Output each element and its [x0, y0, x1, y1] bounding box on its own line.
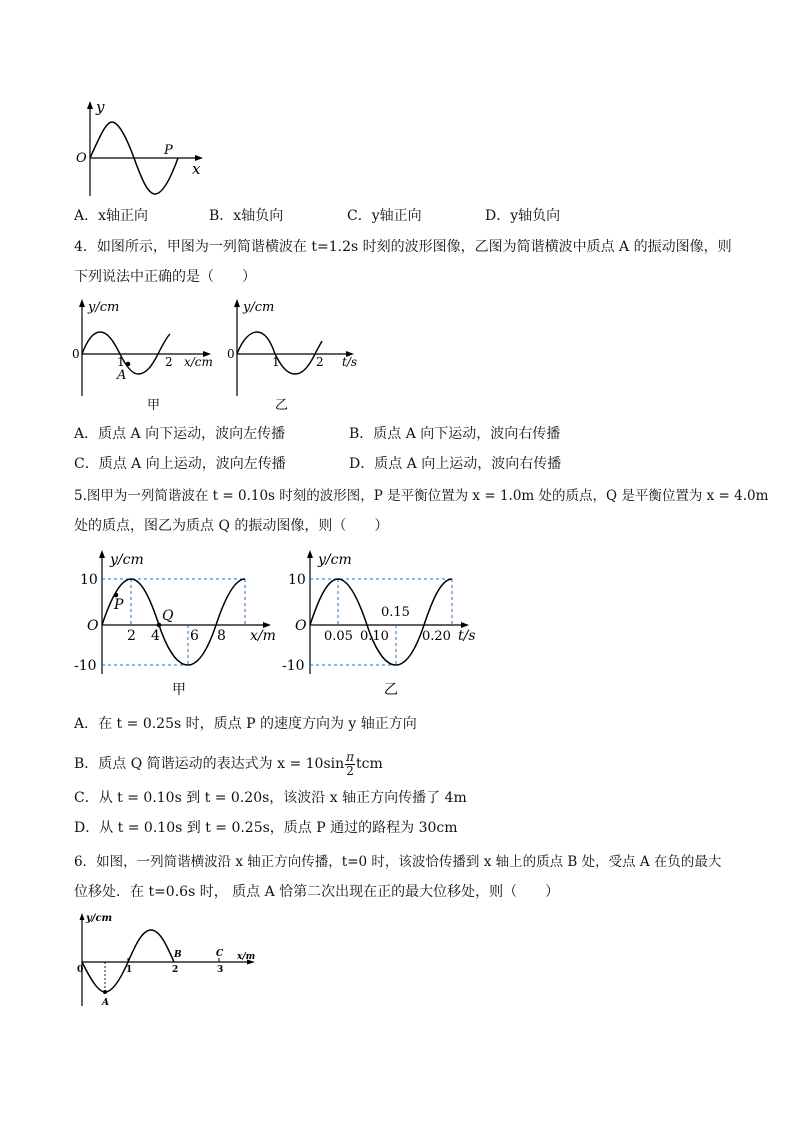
q6-tick-2-label: 2	[172, 965, 179, 975]
q3-option-b-text: x轴负向	[233, 208, 284, 224]
q5-stem-line2: 处的质点，图乙为质点 Q 的振动图像，则（ ）	[74, 518, 389, 534]
q4-yi-caption: 乙	[275, 398, 289, 413]
q5-jia-y-top: 10	[80, 572, 98, 588]
q5-jia-caption: 甲	[172, 682, 186, 698]
q5-jia-y-label: y/cm	[110, 552, 144, 568]
q3-point-p-label: P	[164, 143, 173, 158]
q4-yi-y-label: y/cm	[243, 300, 275, 315]
q5-jia-point-q-label: Q	[162, 608, 174, 624]
q4-yi-tick-2: 2	[316, 355, 324, 369]
q4-option-d[interactable]: D．质点 A 向上运动，波向右传播	[349, 456, 562, 472]
q6-stem-line1: 6．如图，一列简谐横波沿 x 轴正方向传播，t=0 时，该波恰传播到 x 轴上的质点 B 处，受点 A 在负的最大	[74, 854, 722, 870]
q5-yi-tick-005: 0.05	[324, 629, 353, 644]
q3-option-a-key: A．	[74, 208, 99, 224]
q3-origin-label: O	[76, 151, 87, 166]
q5-option-c[interactable]: C．从 t = 0.10s 到 t = 0.20s，该波沿 x 轴正方向传播了 4m	[74, 790, 467, 806]
q3-y-arrow	[87, 101, 93, 109]
q5-stem-line1: 5.图甲为一列简谐波在 t = 0.10s 时刻的波形图，P 是平衡位置为 x = 1.0m 处的质点，Q 是平衡位置为 x = 4.0m	[74, 488, 769, 504]
q6-wave-curve	[82, 930, 174, 992]
q5-option-b-numerator: π	[346, 749, 355, 764]
q6-tick-3-label: 3	[217, 965, 224, 975]
q5-option-b-denominator: 2	[346, 763, 354, 778]
q6-x-label: x/m	[237, 952, 256, 962]
q6-tick-1-label: 1	[126, 965, 133, 975]
q5-jia-tick-4: 4	[151, 628, 160, 644]
q5-yi-x-label: t/s	[458, 628, 476, 644]
q4-jia-y-label: y/cm	[88, 300, 120, 315]
q5-jia-wave-curve	[102, 579, 245, 665]
q3-y-label: y	[96, 98, 105, 116]
q5-option-d[interactable]: D．从 t = 0.10s 到 t = 0.25s，质点 P 通过的路程为 30cm	[74, 820, 458, 836]
q6-point-a	[103, 990, 107, 994]
q4-jia-point-a	[126, 362, 131, 367]
q5-yi-y-arrow	[307, 550, 313, 558]
q5-figure-yi	[280, 546, 480, 702]
q4-jia-zero: 0	[72, 347, 80, 361]
q5-yi-tick-015: 0.15	[381, 605, 410, 620]
q4-jia-tick-2: 2	[165, 355, 173, 369]
q5-option-a[interactable]: A．在 t = 0.25s 时，质点 P 的速度方向为 y 轴正方向	[74, 716, 417, 732]
q5-jia-y-arrow	[99, 550, 105, 558]
q5-jia-point-q	[157, 623, 162, 628]
q3-option-d[interactable]	[485, 206, 560, 226]
q4-option-a[interactable]: A．质点 A 向下运动，波向左传播	[74, 426, 286, 442]
q5-jia-point-p-label: P	[114, 597, 124, 613]
q5-option-b[interactable]	[74, 748, 383, 780]
q6-point-b-label: B	[174, 950, 182, 960]
q4-jia-x-label: x/cm	[184, 355, 213, 369]
q3-x-label: x	[192, 160, 201, 178]
q4-jia-point-a-label: A	[117, 368, 127, 383]
q4-option-c[interactable]: C．质点 A 向上运动，波向左传播	[74, 456, 286, 472]
q4-jia-y-arrow	[79, 299, 85, 307]
q3-option-a[interactable]	[74, 206, 148, 226]
q4-figure-yi	[225, 296, 365, 416]
q6-stem-line2: 位移处．在 t=0.6s 时， 质点 A 恰第二次出现在正的最大位移处，则（ ）	[74, 884, 560, 900]
q6-wave-figure	[70, 908, 260, 1012]
q5-yi-y-bottom: -10	[282, 658, 305, 674]
q5-option-b-suffix: tcm	[356, 756, 383, 772]
q5-yi-y-top: 10	[288, 572, 306, 588]
q6-y-label: y/cm	[86, 913, 113, 924]
q5-yi-tick-020: 0.20	[422, 629, 451, 644]
q5-option-b-prefix: B．质点 Q 简谐运动的表达式为 x = 10sin	[74, 756, 345, 772]
q5-yi-origin: O	[295, 618, 307, 634]
q4-yi-y-arrow	[234, 299, 240, 307]
q4-yi-zero: 0	[227, 347, 235, 361]
q3-option-b[interactable]	[209, 206, 283, 226]
q5-jia-tick-2: 2	[127, 628, 136, 644]
q3-option-d-key: D．	[485, 208, 511, 224]
q5-jia-origin: O	[87, 618, 99, 634]
q3-option-d-text: y轴负向	[510, 208, 561, 224]
q4-option-b[interactable]: B．质点 A 向下运动，波向右传播	[349, 426, 561, 442]
q5-yi-tick-010: 0.10	[360, 629, 389, 644]
q4-jia-tick-1: 1	[117, 355, 125, 369]
q3-option-c-key: C．	[347, 208, 372, 224]
q3-option-b-key: B．	[209, 208, 234, 224]
q6-zero: 0	[77, 965, 84, 975]
q3-wave-figure	[70, 96, 210, 202]
q5-jia-y-bottom: -10	[74, 658, 97, 674]
q4-stem-line1: 4．如图所示，甲图为一列简谐横波在 t=1.2s 时刻的波形图像，乙图为简谐横波中质点 A 的振动图像，则	[74, 239, 732, 255]
q4-jia-caption: 甲	[147, 398, 161, 413]
q5-option-b-fraction	[345, 751, 355, 778]
q5-yi-y-label: y/cm	[318, 552, 352, 568]
q5-jia-tick-6: 6	[190, 628, 199, 644]
q4-yi-x-label: t/s	[342, 355, 358, 369]
q5-yi-wave-curve	[310, 579, 452, 665]
q6-y-arrow	[80, 913, 85, 920]
q3-option-c-text: y轴正向	[371, 208, 422, 224]
q5-figure-jia	[70, 546, 280, 702]
q6-point-c-label: C	[216, 949, 224, 959]
q5-jia-tick-8: 8	[217, 628, 226, 644]
q4-yi-tick-1: 1	[272, 355, 280, 369]
q5-yi-caption: 乙	[384, 682, 398, 698]
q6-point-a-label: A	[102, 998, 109, 1008]
q3-option-c[interactable]	[347, 206, 422, 226]
q4-stem-line2: 下列说法中正确的是（ ）	[74, 269, 256, 285]
q4-figure-jia	[70, 296, 220, 416]
q5-jia-x-label: x/m	[250, 628, 276, 644]
q3-option-a-text: x轴正向	[98, 208, 149, 224]
